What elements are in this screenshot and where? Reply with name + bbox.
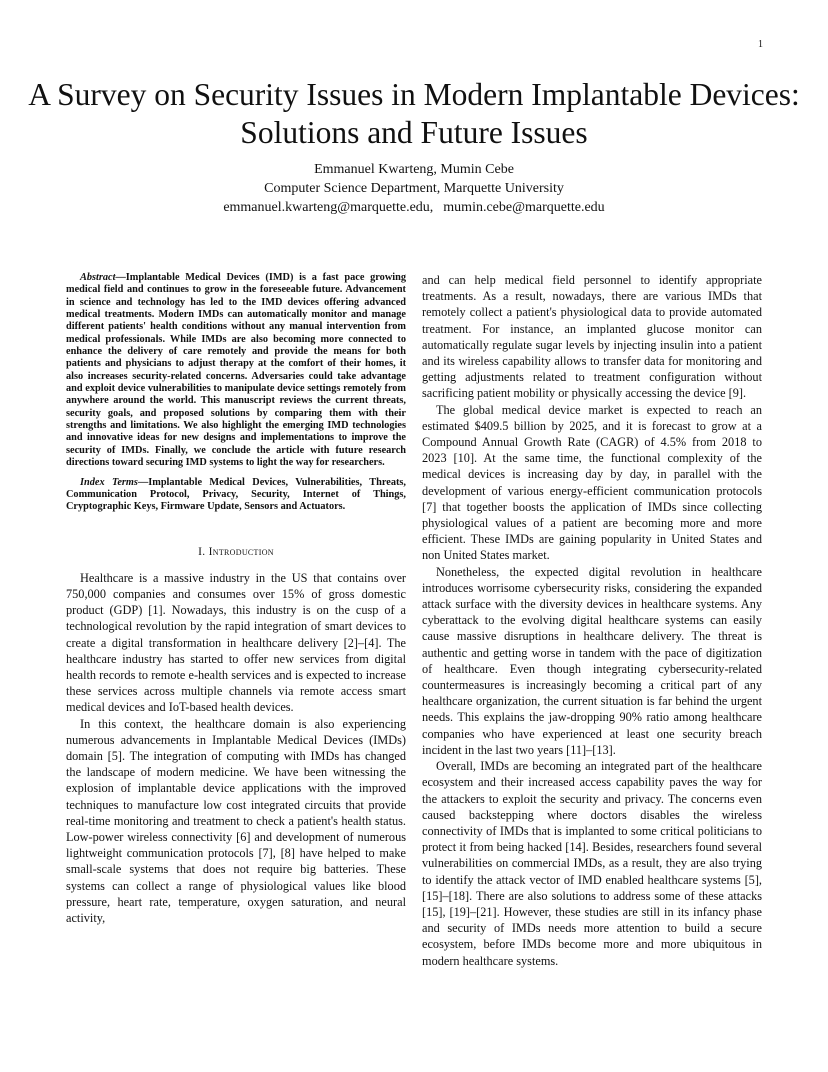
paragraph: Overall, IMDs are becoming an integrated part of the healthcare ecosystem and their increased access capability paves the way for the attackers to exploit the security and privacy. The concerns even caused backstepping where doctors disables the wireless connectivity of IMDs that is implanted to some critical politicians to protect it from being hacked [14]. Besides, researchers found several vulnerabilities on commercial IMDs, as a result, they are also trying to identify the attack vector of IMD enabled healthcare systems [5], [15]–[18]. There are also solutions to address some of these attacks [15], [19]–[21]. However, these studies are still in its infancy phase and security of IMDs needs more attention to build a secure ecosystem, before IMDs become more and more ubiquitous in modern healthcare systems. [422, 759, 762, 968]
section-heading [66, 544, 406, 560]
index-terms-label: Index Terms [80, 476, 138, 488]
email-1: emmanuel.kwarteng@marquette.edu, [223, 200, 434, 215]
abstract-block [66, 272, 406, 514]
section-number: I. [198, 545, 206, 558]
right-column [422, 272, 762, 969]
email-2: mumin.cebe@marquette.edu [443, 200, 605, 215]
index-terms [66, 477, 406, 514]
author-names: Emmanuel Kwarteng, Mumin Cebe [314, 162, 514, 177]
paper-title: A Survey on Security Issues in Modern Implantable Devices: Solutions and Future Issues [28, 77, 800, 150]
index-terms-text: —Implantable Medical Devices, Vulnerabilities, Threats, Communication Protocol, Privacy, Security, Internet of Things, Cryptographic Keys, Firmware Update, Sensors and Actuators. [66, 476, 407, 513]
author-affiliation: Computer Science Department, Marquette University [264, 181, 564, 196]
section-title: Introduction [208, 545, 274, 558]
paragraph: In this context, the healthcare domain is also experiencing numerous advancements in Implantable Medical Devices (IMDs) domain [5]. The integration of computing with IMDs has changed the landscape of modern medicine. We have been witnessing the explosion of implantable device applications with the improved techniques to manufacture low cost integrated circuits that provide real-time monitoring and treatment to check a patient's health status. Low-power wireless connectivity [6] and development of numerous lightweight communication protocols [7], [8] have helped to make small-scale systems that does not require big batteries. These systems can collect a range of physiological values like blood pressure, heart rate, temperature, oxygen saturation, and neural activity, [66, 716, 406, 925]
left-column [66, 272, 406, 926]
abstract-label: Abstract [80, 272, 116, 283]
author-emails [20, 198, 808, 217]
abstract-text: —Implantable Medical Devices (IMD) is a fast pace growing medical field and continues to grow in the foreseeable future. Advancement in science and technology has led to the IMD devices offering advanced medical treatments. Modern IMDs can automatically monitor and manage different patients' health conditions without any manual intervention from medical professionals. While IMDs are also becoming more connected to enhance the delivery of care remotely and provide the means for both patients and physicians to adjust therapy at the comfort of their homes, it also increases security-related concerns. Adversaries could take advantage and exploit device vulnerabilities to manipulate device settings remotely from anywhere around the world. This manuscript reviews the current threats, security goals, and proposed solutions by comparing them with their strengths and limitations. We also highlight the emerging IMD technologies and innovative ideas for new designs and implementations to improve the security of IMDs. Finally, we conclude the article with future research directions toward securing IMD systems to light the way for researchers. [66, 272, 406, 469]
author-block [20, 160, 808, 217]
page-number: 1 [758, 39, 763, 50]
abstract [66, 272, 406, 470]
paragraph: The global medical device market is expected to reach an estimated $409.5 billion by 2025, and it is forecast to grow at a Compound Annual Growth Rate (CAGR) of 4.5% from 2018 to 2023 [10]. At the same time, the functional complexity of the medical devices is increasing day by day, in parallel with the development of various energy-efficient communication protocols [7] that together boosts the application of IMDs since collecting physiological values of a patient are becoming more and more efficient. These IMDs are gaining popularity in United States and non United States market. [422, 402, 762, 563]
paragraph: Nonetheless, the expected digital revolution in healthcare introduces worrisome cybersecurity risks, considering the expanded attack surface with the diversity devices in healthcare systems. Any cyberattack to the evolving digital healthcare systems can easily cause massive disruptions in healthcare delivery. The threat is authentic and getting worse in tandem with the pace of digitization of healthcare. Even though integrating cybersecurity-related countermeasures is increasingly becoming a critical part of any healthcare organization, the current situation is far behind the urgent needs. This explains the jaw-dropping 90% ratio among healthcare companies who have experienced at least one security breach incident in the last two years [11]–[13]. [422, 564, 762, 757]
paragraph: and can help medical field personnel to identify appropriate treatments. As a result, nowadays, there are various IMDs that remotely collect a patient's physiological data to provide automated treatment. For instance, an implanted glucose monitor can automatically regulate sugar levels by injecting insulin into a patient and its wireless capability allows to transfer data for monitoring and getting adjustments related to treatment configuration without sacrificing patient mobility or physically accessing the device [9]. [422, 273, 762, 401]
paragraph: Healthcare is a massive industry in the US that contains over 750,000 companies and consumes over 15% of gross domestic product (GDP) [1]. Nowadays, this industry is on the cusp of a technological revolution by the rapid integration of smart devices to create a digital transformation in healthcare delivery [2]–[4]. The healthcare industry has started to offer new services from digital health records to remote e-health services and is expected to increase these services across multiple channels via remote access smart medical devices and IoT-based health devices. [66, 570, 406, 715]
